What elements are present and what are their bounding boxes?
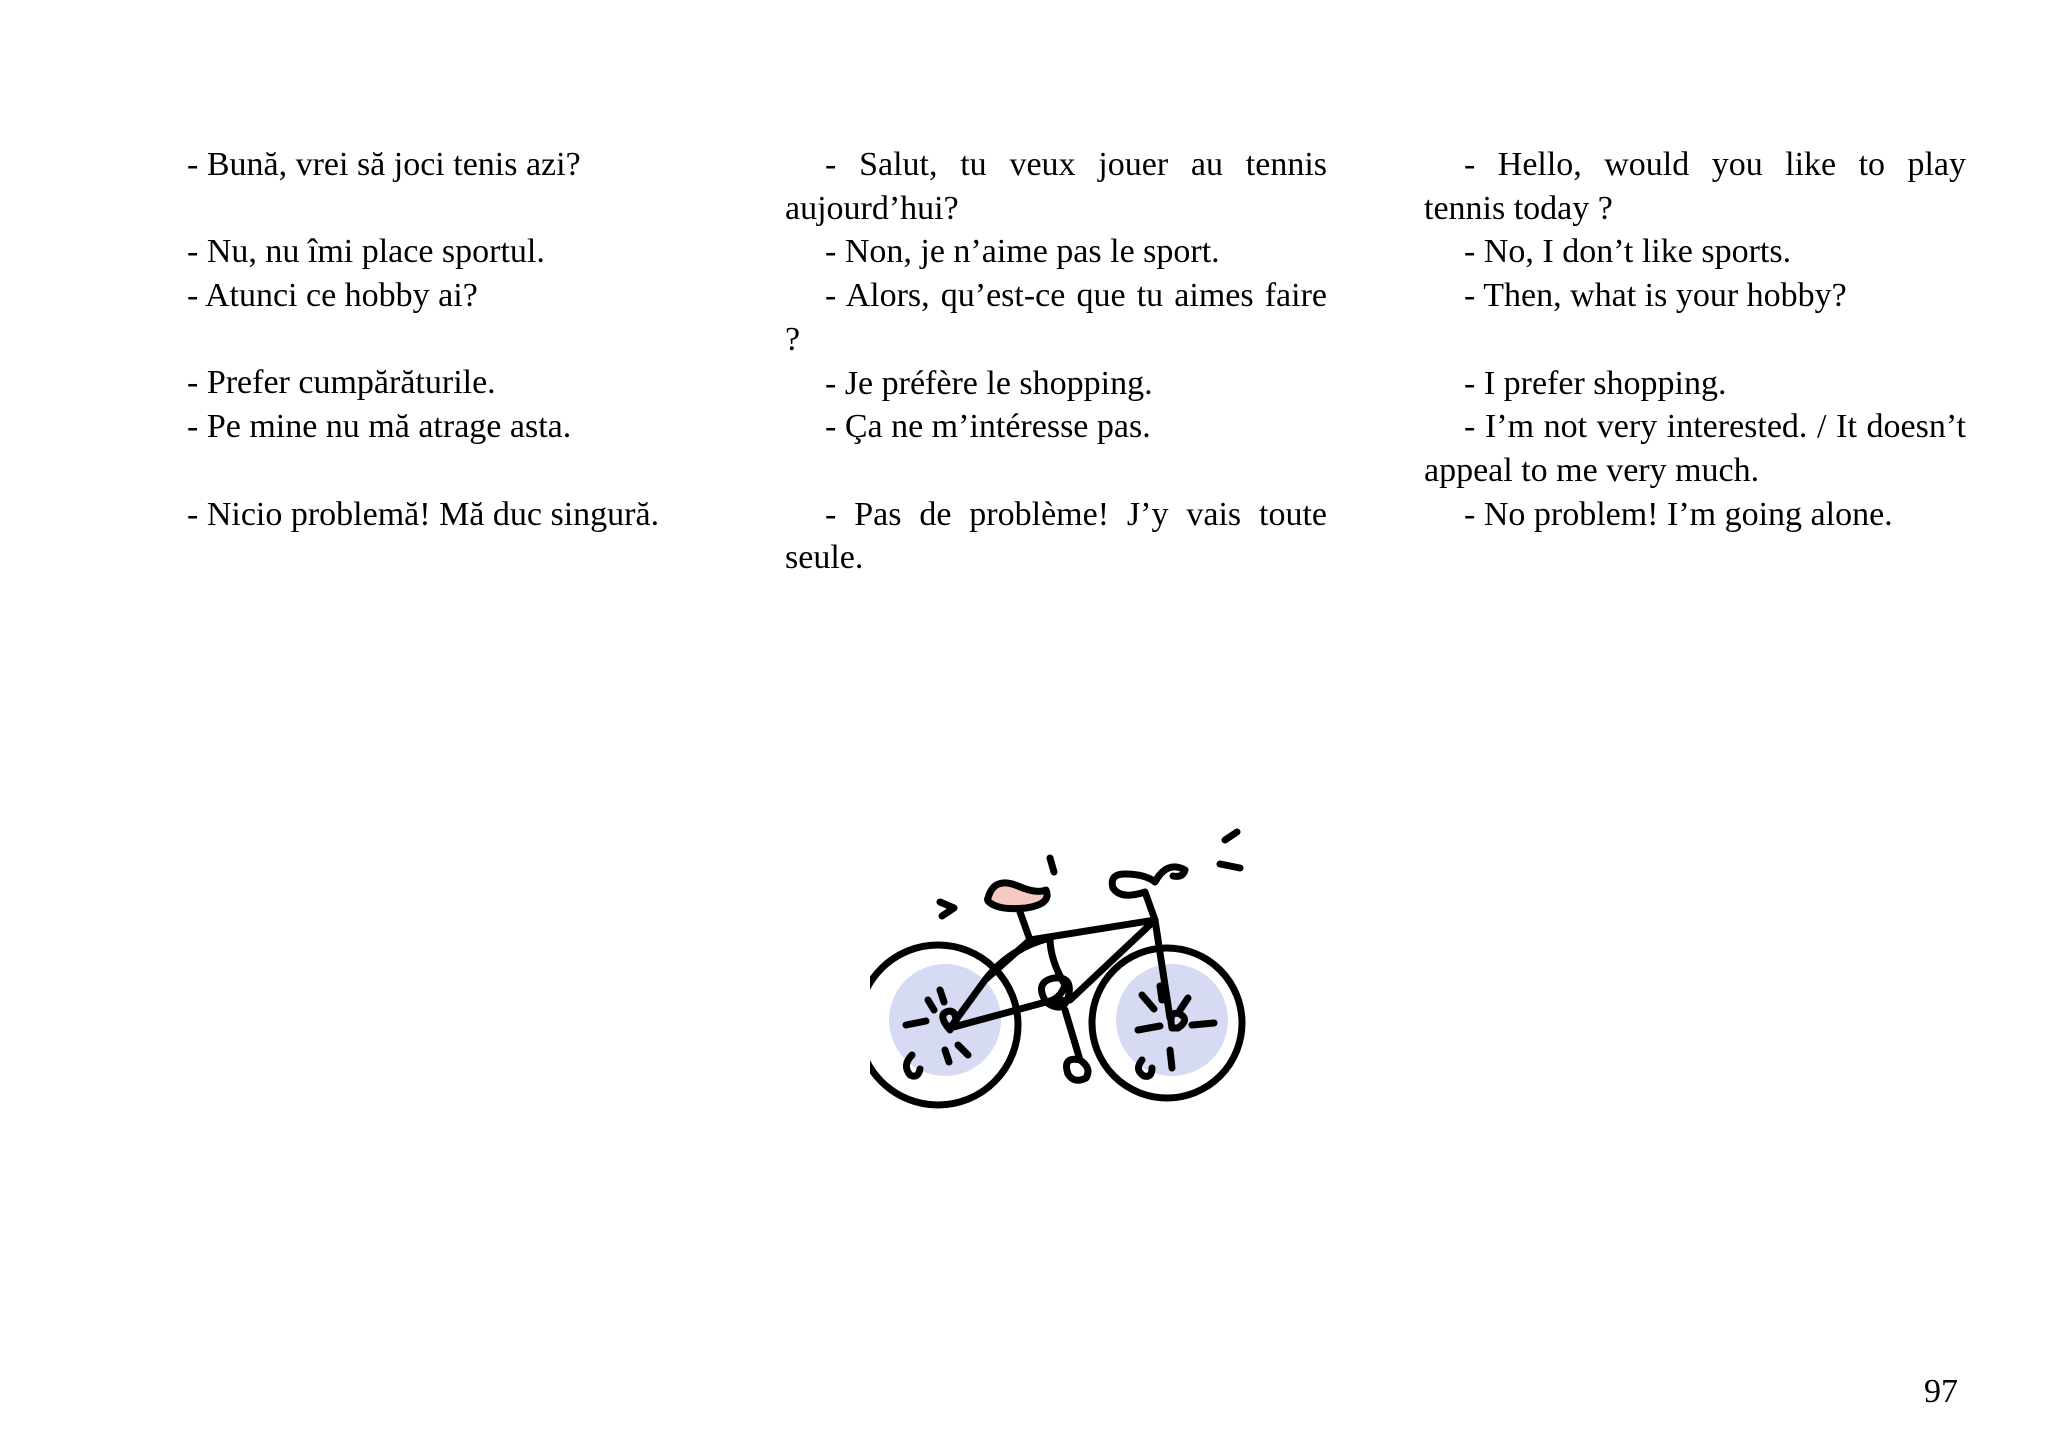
blank-line — [785, 449, 1327, 493]
dialogue-line: - Je préfère le shopping. — [825, 364, 1153, 402]
dialogue-line: - Atunci ce hobby ai? — [187, 277, 478, 315]
dialogue-line: - Nicio problemă! Mă duc singură. — [187, 495, 660, 533]
dialogue-line: - Bună, vrei să joci tenis azi? — [187, 146, 581, 183]
seat-post — [1020, 912, 1030, 940]
dialogue-line: - I prefer shopping. — [1464, 364, 1727, 402]
column-french — [785, 143, 1327, 580]
column-romanian — [147, 143, 689, 536]
page-number: 97 — [1924, 1373, 1958, 1410]
dialogue-line: - Salut, tu veux jouer au tennis aujourd’hui? — [785, 146, 1327, 227]
bike-seat — [988, 883, 1047, 909]
blank-line — [147, 318, 689, 362]
dialogue-line: - Non, je n’aime pas le sport. — [825, 233, 1220, 271]
dialogue-line: - Alors, qu’est-ce que tu aimes faire ? — [785, 277, 1327, 358]
bicycle-icon — [870, 820, 1250, 1110]
column-english — [1424, 143, 1966, 536]
dialogue-line: - I’m not very interested. / It doesn’t appeal to me very much. — [1424, 408, 1966, 489]
dialogue-line: - Hello, would you like to play tennis today ? — [1424, 146, 1966, 227]
dialogue-line: - No, I don’t like sports. — [1464, 233, 1792, 271]
dialogue-line: - Nu, nu îmi place sportul. — [187, 233, 545, 271]
blank-line — [1424, 318, 1966, 362]
dialogue-line: - Pas de problème! J’y vais toute seule. — [785, 495, 1327, 577]
blank-line — [147, 187, 689, 231]
motion-marks — [940, 832, 1240, 916]
dialogue-line: - Prefer cumpărăturile. — [187, 364, 496, 402]
blank-line — [147, 449, 689, 493]
dialogue-line: - Ça ne m’intéresse pas. — [825, 408, 1151, 446]
pedal — [1065, 1010, 1088, 1080]
dialogue-line: - Then, what is your hobby? — [1464, 277, 1847, 315]
dialogue-line: - Pe mine nu mă atrage asta. — [187, 408, 572, 446]
dialogue-line: - No problem! I’m going alone. — [1464, 495, 1893, 533]
handlebar — [1112, 867, 1185, 920]
